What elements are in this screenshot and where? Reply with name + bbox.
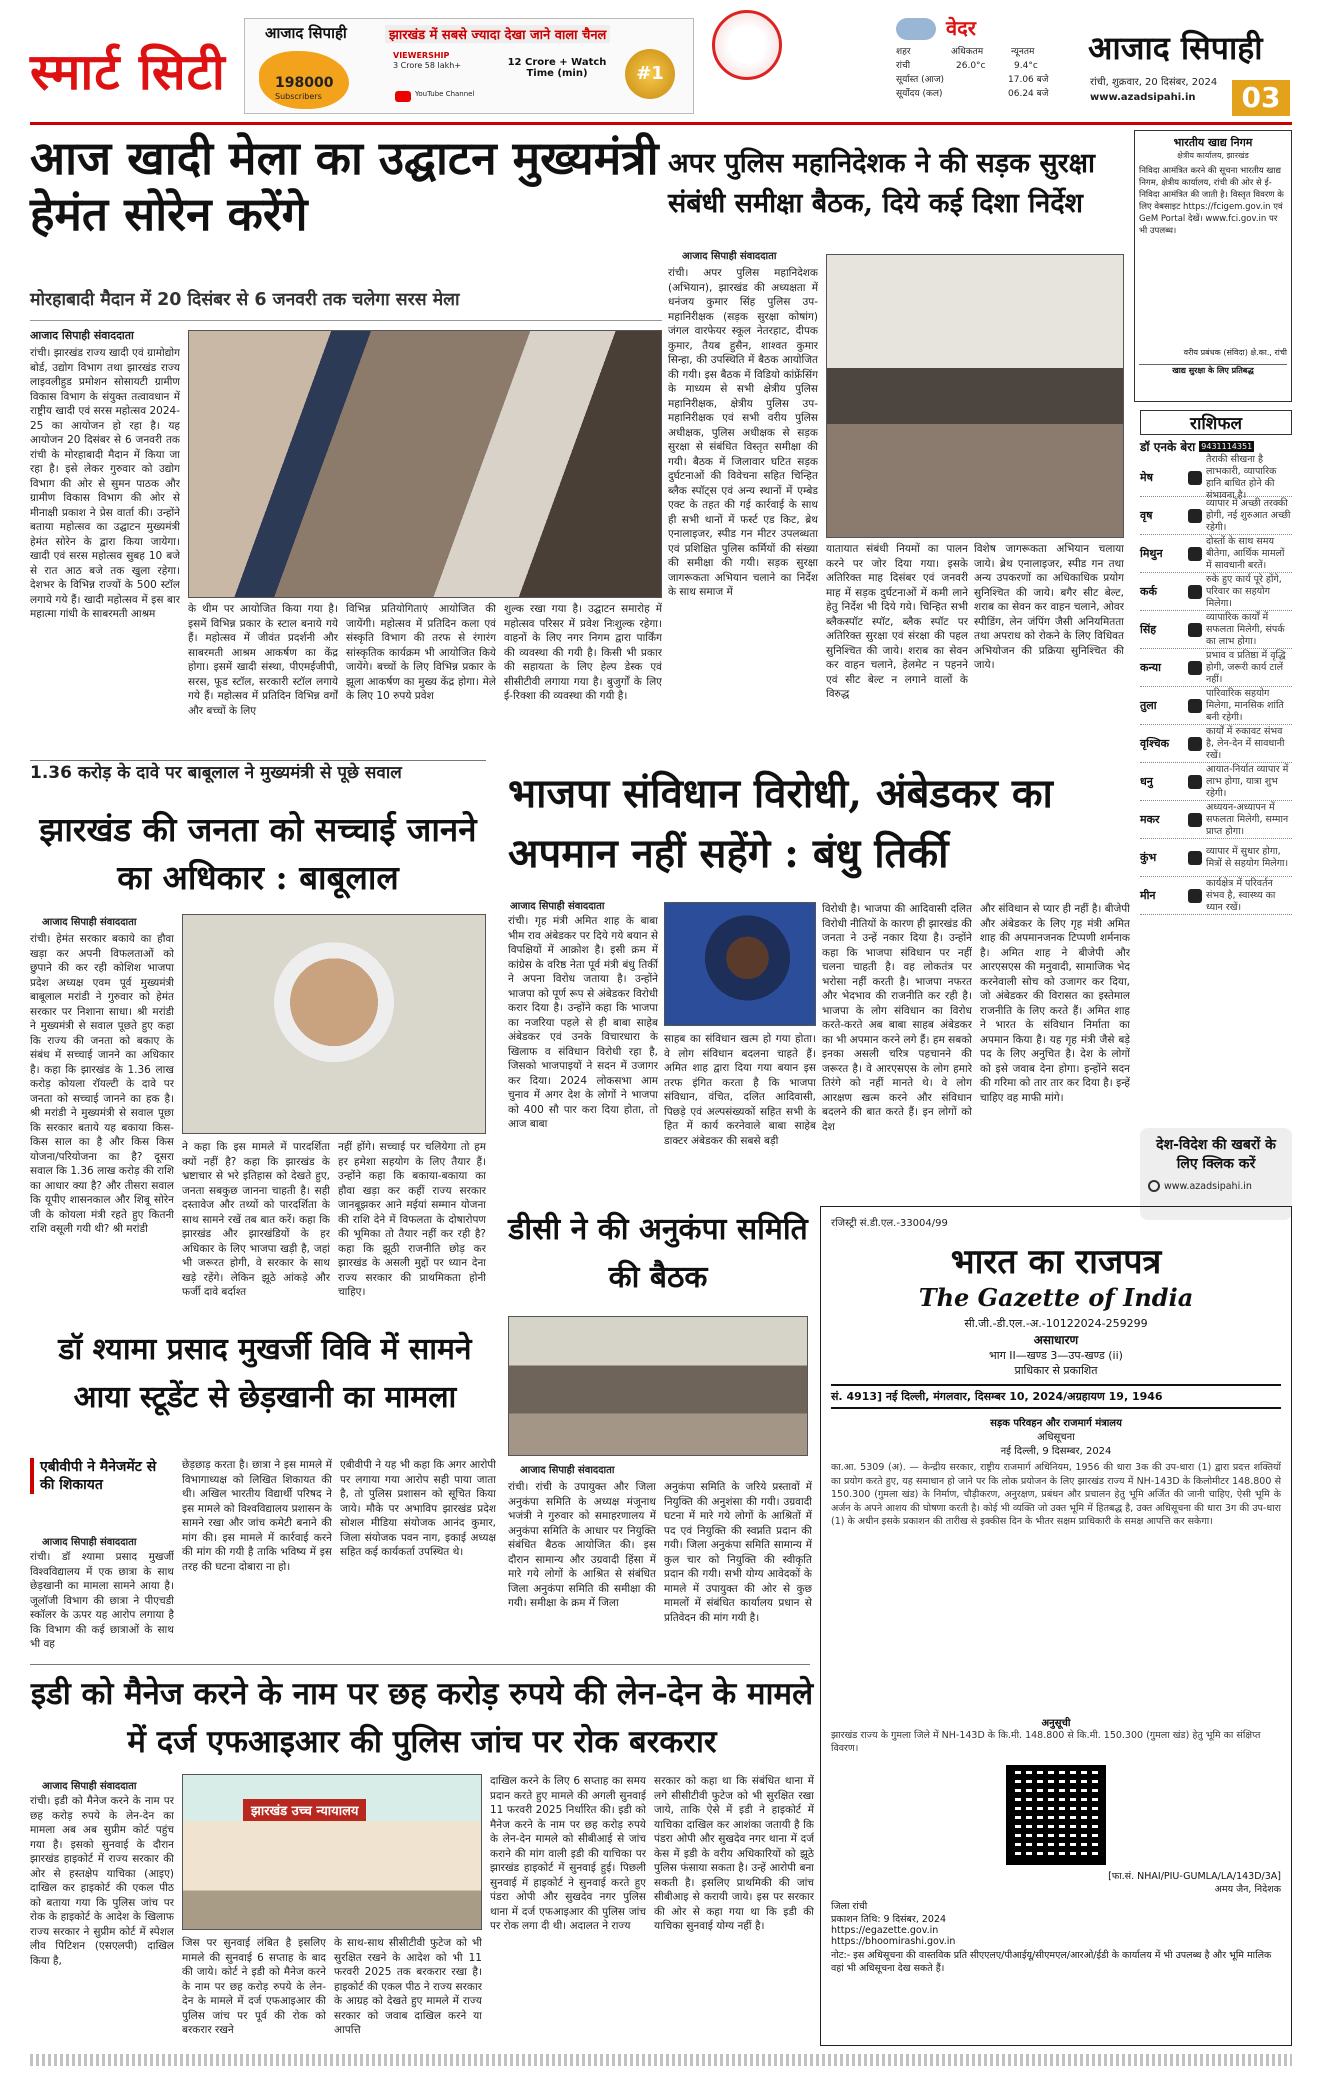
zodiac-icon <box>1188 775 1202 789</box>
globe-icon <box>1148 1180 1160 1192</box>
zodiac-icon <box>1188 851 1202 865</box>
body-column-2: छेड़छाड़ करता है। छात्रा ने इस मामले में विभागाध्यक्ष को लिखित शिकायत की थी। अखिल भारतीय विद्यार्थी परिषद ने इस मामले को विश्वविद्यालय प्रशासन के सामने रखा और जांच कमेटी बनाने की मांग की। इस मामले में कार्रवाई करने की मांग की गयी है ताकि भविष्य में इस तरह की घटना दोबारा ना हो। <box>182 1459 332 1573</box>
byline: आजाद सिपाही संवाददाता <box>30 329 134 342</box>
subscriber-count: 198000 <box>275 75 334 91</box>
zodiac-icon <box>1188 471 1202 485</box>
zodiac-icon <box>1188 699 1202 713</box>
body-column-2: यातायात संबंधी नियमों का पालन करने पर जोर दिया गया। इसके अतिरिक्त माह दिसंबर एवं जनवरी माह में सड़क दुर्घटनाओं में कमी लाने हेतु निर्देश भी दिये गये। चिन्हित सभी ब्लैकस्पॉट स्पॉट, ब्लैक स्पॉट पर अतिरिक्त सुरक्षा एवं संरक्षा की पहल सुनिश्चित की जाये। शराब का सेवन कर वाहन चलाने, हेलमेट न पहनने एवं सीट बेल्ट न लगाने वालों के विरुद्ध <box>826 543 968 700</box>
weather-title: वेदर <box>946 16 976 40</box>
gazette-part: भाग II—खण्ड 3—उप-खण्ड (ii) <box>989 1349 1123 1362</box>
byline: आजाद सिपाही संवाददाता <box>42 1537 137 1548</box>
zodiac-icon <box>1188 661 1202 675</box>
rashi-text: रुके हुए कार्य पूरे होंगे, परिवार का सहयोग मिलेगा। <box>1206 573 1282 609</box>
viewership-value: 3 Crore 58 lakh+ <box>393 61 462 70</box>
gazette-body: का.आ. 5309 (अ). — केन्द्रीय सरकार, राष्ट्रीय राजमार्ग अधिनियम, 1956 की धारा 3क की उप-धारा (1) द्वारा प्रदत्त शक्तियों का प्रयोग करते हुए, यह समाधान हो जाने पर कि लोक प्रयोजन के लिए झारखंड राज्य में NH-143D के किलोमीटर 148.800 से 150.300 (गुमला खंड) के निर्माण, चौड़ीकरण, अनुरक्षण, प्रबंधन और प्रचालन हेतु भूमि अर्जित की जानी चाहिए, ऐसी भूमि के अर्जन के अपने आशय की घोषणा करती है। कोई भी व्यक्ति जो उक्त भूमि में हितबद्ध है, उक्त अधिसूचना की धारा 3ग की उप-धारा (1) के अधीन इसके प्रकाशन की तारीख से इक्कीस दिन के भीतर सक्षम प्राधिकारी के समक्ष आपत्ति कर सकेगा। <box>831 1462 1281 1527</box>
zodiac-icon <box>1188 813 1202 827</box>
body-column-3: विभिन्न प्रतियोगिताएं आयोजित की जायेंगी। महोत्सव में प्रतिदिन कला एवं संस्कृति विभाग की तरफ से रंगारंग सांस्कृतिक कार्यक्रम भी आयोजित किये जायेंगे। बच्चों के लिए विभिन्न प्रकार के झूला आकर्षण का मुख्य केंद्र होगा। मेले के लिए 10 रुपये प्रवेश <box>346 603 496 702</box>
weather-max: 26.0°c <box>956 61 986 71</box>
gazette-schedule: झारखंड राज्य के गुमला जिले में NH-143D के कि.मी. 148.800 से कि.मी. 150.300 (गुमला खंड) हेतु भूमि का संक्षिप्त विवरण। <box>831 1730 1261 1754</box>
notice-body: निविदा आमंत्रित करने की सूचना भारतीय खाद्य निगम, क्षेत्रीय कार्यालय, रांची की ओर से ई-निविदा आमंत्रित की जाती है। विस्तृत विवरण के लिए वेबसाइट https://fcigem.gov.in एवं GeM Portal देखें। www.fci.gov.in पर भी उपलब्ध। <box>1139 166 1284 236</box>
rashi-row <box>1140 535 1292 573</box>
rashi-row <box>1140 877 1292 915</box>
gazette-ministry: सड़क परिवहन और राजमार्ग मंत्रालय <box>990 1418 1122 1429</box>
subscriber-label: Subscribers <box>275 92 322 101</box>
body-column-4: शुल्क रखा गया है। उद्घाटन समारोह में महोत्सव परिसर में प्रवेश निःशुल्क रहेगा। वाहनों के लिए नगर निगम द्वारा पार्किंग की व्यवस्था की गयी है। किसी भी प्रकार की सहायता के लिए हेल्प डेस्क एवं सीसीटीवी लगाया गया है। बुजुर्गों के लिए ई-रिक्शा की व्यवस्था की गयी है। <box>504 603 662 702</box>
press-conference-photo <box>188 330 662 598</box>
dateline: रांची, शुक्रवार, 20 दिसंबर, 2024 <box>1090 77 1218 88</box>
weather-box <box>896 14 1068 110</box>
byline: आजाद सिपाही संवाददाता <box>42 1781 137 1792</box>
gazette-note: नोट:- इस अधिसूचना की वास्तविक प्रति सीएएलए/पीआईयू/सीएमएल/आरओ/ईडी के कार्यालय में भी उपलब्ध है और भूमि मालिक वहां भी अधिसूचना देख सकते हैं। <box>831 1950 1272 1974</box>
youtube-label: YouTube Channel <box>415 90 475 98</box>
babulal-photo <box>182 914 486 1134</box>
body-column-1: रांची। हेमंत सरकार बकाये का हौवा खड़ा कर अपनी विफलताओं को छुपाने की कर रही कोशिश भाजपा प्रदेश अध्यक्ष एवम पूर्व मुख्यमंत्री बाबूलाल मरांडी ने गुरुवार को हेमंत सरकार पर निशाना साधा। श्री मरांडी ने मुख्यमंत्री से सवाल पूछते हुए कहा कि राज्य की जनता को बकाए के संबंध में सच्चाई जानने का अधिकार है। कहा कि झारखंड के 1.36 लाख करोड़ कोयला रॉयल्टी के दावे पर जनता को सच्चाई जानने का हक है। श्री मरांडी ने मुख्यमंत्री से सवाल पूछा कि सरकार बताये यह बकाया किस-किस साल का है और किस किस योजना/परियोजना का है? दूसरा सवाल कि 1.36 लाख करोड़ की राशि का आधार क्या है? और तीसरा सवाल कि यूपीए शासनकाल और शिबू सोरेन जी के कोयला मंत्री रहते हुए कितनी राशि वसूली गयी थी? श्री मरांडी <box>30 933 174 1235</box>
page-number: 03 <box>1232 80 1290 116</box>
rashi-row <box>1140 687 1292 725</box>
rashi-row <box>1140 611 1292 649</box>
sunrise-time: 06.24 बजे <box>1008 89 1049 99</box>
gazette-reg-no: रजिस्ट्री सं.डी.एल.-33004/99 <box>831 1218 948 1229</box>
weather-header-max: अधिकतम <box>951 47 984 57</box>
rashi-row <box>1140 839 1292 877</box>
youtube-icon <box>395 91 411 102</box>
section-title: स्मार्ट सिटी <box>30 42 226 101</box>
viewership-label: VIEWERSHIP <box>393 51 450 60</box>
body-column-1: रांची। डॉ श्यामा प्रसाद मुखर्जी विश्वविद्यालय में एक छात्रा के साथ छेड़खानी का मामला सामने आया है। जूलॉजी विभाग की छात्रा ने पीएचडी स्कॉलर के ऊपर यह आरोप लगाया है कि विभाग की कई छात्राओं के साथ भी वह <box>30 1551 174 1650</box>
dc-body-column-2: अनुकंपा समिति के जरिये प्रस्तावों में नियुक्ति की अनुशंसा की गयी। उग्रवादी घटना में मारे गये लोगों के आश्रितों में पद एवं नियुक्ति की स्वप्नति प्रदान की गयी। जिला अनुकंपा समिति सामान्य में कुल चार को नियुक्ति की स्वीकृति प्रदान की गयी। सभी योग्य आवेदकों के मामले में उपायुक्त की ओर से कुछ मामलों में संबंधित कार्यालय प्रधान से प्रतिवेदन की मांग गयी है। <box>664 1481 812 1624</box>
body-column-4: और संविधान से प्यार ही नहीं है। बीजेपी और अंबेडकर के लिए गृह मंत्री अमित शाह की अपमानजनक टिप्पणी शर्मनाक है। अमित शाह ने बीजेपी और आरएसएस की मनुवादी, सामाजिक भेद करनेवाली सोच को उजागर कर दिया, जो अंबेडकर की विरासत का इस्तेमाल राजनीति के लिए करते हैं। अमित शाह ने भारत के संविधान निर्माता का अपमान किया है। यह गृह मंत्री जैसे बड़े पद के लिए अनुचित है। देश के लोगों को इसे जवाब देना होगा। इन्होंने सदन की गरिमा को तार तार कर दिया है। इन्हें चाहिए वह माफी मांगे। <box>980 903 1130 1104</box>
gazette-notice <box>820 1206 1292 2046</box>
rashi-text: व्यापार में अच्छी तरक्की होगी, नई शुरुआत अच्छी रहेगी। <box>1206 497 1291 533</box>
rashifal-author: डॉ एनके बेरा <box>1140 440 1196 454</box>
weather-cloud-icon <box>896 18 936 40</box>
masthead <box>0 0 1325 124</box>
gazette-link-bhoomirashi[interactable]: https://bhoomirashi.gov.in <box>831 1936 956 1947</box>
rashi-text: आयात-निर्यात व्यापार में लाभ होगा, यात्रा शुभ रहेगी। <box>1206 763 1289 799</box>
channel-ad <box>244 18 694 114</box>
byline: आजाद सिपाही संवाददाता <box>682 251 777 262</box>
court-signboard: झारखंड उच्च न्यायालय <box>243 1799 366 1821</box>
rashifal-title: राशिफल <box>1140 410 1292 435</box>
gazette-type: असाधारण <box>1033 1333 1079 1347</box>
gazette-file-no: [फा.सं. NHAI/PIU-GUMLA/LA/143D/3A] <box>1108 1871 1281 1882</box>
rashi-text: तैराकी सीखना है लाभकारी, व्यापारिक हानि बाधित होने की संभावना है। <box>1206 453 1277 501</box>
article-road-safety <box>668 130 1124 760</box>
committee-meeting-photo <box>508 1316 808 1456</box>
subhead: मोरहाबादी मैदान में 20 दिसंबर से 6 जनवरी तक चलेगा सरस मेला <box>30 290 460 310</box>
gazette-issue-line: सं. 4913] नई दिल्ली, मंगलवार, दिसम्बर 10, 2024/अग्रहायण 19, 1946 <box>831 1384 1281 1409</box>
gazette-title-english: The Gazette of India <box>918 1283 1194 1312</box>
body-column-1: रांची। झारखंड राज्य खादी एवं ग्रामोद्योग बोर्ड, उद्योग विभाग तथा झारखंड राज्य लाइवलीहुड प्रमोशन सोसायटी ग्रामीण विकास विभाग के संयुक्त तत्वावधान में राष्ट्रीय खादी एवं सरस महोत्सव 2024-25 का आयोजन हो रहा है। यह आयोजन 20 दिसंबर से 6 जनवरी तक रांची के मोरहाबादी मैदान में किया जा रहा है। इसे लेकर गुरुवार को उद्योग विभाग की ओर से सुमन पाठक और ग्रामीण विकास विभाग की ओर से मीनाक्षी प्रकाश ने प्रेस वार्ता की। उन्होंने बताया महोत्सव का उद्घाटन मुख्यमंत्री हेमंत सोरेन के द्वारा किया जायेगा। खादी एवं सरस महोत्सव सुबह 10 बजे से रात आठ बजे तक खुला रहेगा। देशभर के विभिन्न राज्यों के 500 स्टॉल लगाये गये हैं। खादी महोत्सव में इस बार महात्मा गांधी के साबरमती आश्रम <box>30 347 180 620</box>
gazette-pub-date: प्रकाशन तिथि: 9 दिसंबर, 2024 <box>831 1914 947 1925</box>
zodiac-icon <box>1188 547 1202 561</box>
rashi-name: कन्या <box>1140 661 1161 674</box>
rashi-name: धनु <box>1140 775 1153 788</box>
rashi-name: मिथुन <box>1140 547 1163 560</box>
byline: आजाद सिपाही संवाददाता <box>520 1465 615 1476</box>
rashi-name: वृश्चिक <box>1140 737 1170 750</box>
rashi-row <box>1140 453 1292 501</box>
notice-title: भारतीय खाद्य निगम <box>1173 136 1253 149</box>
bandhu-tirkey-photo <box>664 902 816 1026</box>
body-column-3: नहीं होंगे। सच्चाई पर चलियेगा तो हम हर हमेशा सहयोग के लिए तैयार हैं। उन्होंने कहा कि बकाया-बकाया का हौवा खड़ा कर कहीं राज्य सरकार जानबूझकर आने मईयां सम्मान योजना की राशि देने में विफलता के दोषारोपण की भूमिका तो तैयार नहीं कर रही है? कहा कि झूठी राजनीति छोड़ कर झारखंड के असली मुद्दों पर ध्यान देना राज्य सरकार की प्राथमिकता होनी चाहिए। <box>338 1141 486 1298</box>
rashi-name: सिंह <box>1140 623 1157 636</box>
gazette-date: नई दिल्ली, 9 दिसम्बर, 2024 <box>1000 1446 1112 1457</box>
body-column-5: सरकार को कहा था कि संबंधित थाना में लगे सीसीटीवी फुटेज को भी सुरक्षित रखा जाये, ताकि ऐसे में इडी ने हाइकोर्ट में याचिका दाखिल कर आशंका जतायी है कि पंडरा ओपी और सुखदेव नगर थाना में दर्ज केस में इडी के वरीय अधिकारियों को झूठे पुलिस फंसाया सकता है। उन्हें आरोपी बना सकती है। इसलिए प्राथमिकी की जांच सीबीआइ से करायी जाये। इस पर सरकार की ओर से कहा गया था कि इडी की याचिका सुनवाई योग्य नहीं है। <box>654 1775 814 1932</box>
body-column-3: के साथ-साथ सीसीटीवी फुटेज को भी सुरक्षित रखने के आदेश को भी 11 फरवरी 2025 तक बरकरार रखा है। हाइकोर्ट की एकल पीठ ने राज्य सरकार के आग्रह को देखते हुए मामले में राज्य सरकार को जवाब दाखिल करने या आपत्ति <box>334 1937 482 2036</box>
gazette-schedule-title: अनुसूची <box>1041 1718 1071 1729</box>
body-column-2: ने कहा कि इस मामले में पारदर्शिता क्यों नहीं है? कहा कि झारखंड के भ्रष्टाचार से भरे इतिहास को देखते हुए, जनता सबकुछ जानना चाहती है। सही दस्तावेज और तथ्यों को पारदर्शिता के साथ सामने रखें तब बात करें। कहा कि झारखंड और झारखंडियों के हर अधिकार के लिए भाजपा खड़ी है, जहां भी जरूरत होगी, वे सरकार के साथ खड़े रहेंगे। लेकिन झूठे आंकड़े और फर्जी दावे बर्दाश्त <box>182 1141 330 1298</box>
rashi-text: व्यापारिक कार्यों में सफलता मिलेगी, संपर्क का लाभ होगा। <box>1206 611 1285 647</box>
rashi-list <box>1140 453 1292 915</box>
rashi-row <box>1140 725 1292 763</box>
kicker: एबीवीपी ने मैनेजमेंट से की शिकायत <box>30 1458 174 1494</box>
rashi-name: वृष <box>1140 509 1153 522</box>
rashi-row <box>1140 573 1292 611</box>
channel-ad-tagline: झारखंड में सबसे ज्यादा देखा जाने वाला चैनल <box>385 25 610 43</box>
dc-body-column-1: रांची। रांची के उपायुक्त और जिला अनुकंपा समिति के अध्यक्ष मंजूनाथ भजंत्री ने गुरुवार को समाहरणालय में अनुकंपा समिति के आधार पर नियुक्ति संबंधित बैठक आयोजित की। इस दौरान सामान्य और उग्रवादी हिंसा में मारे गये लोगों के आश्रित से संबंधित जिला अनुकंपा समिति की समीक्षा की गयी। समीक्षा के क्रम में जिला <box>508 1481 656 1609</box>
rashi-name: कर्क <box>1140 585 1157 598</box>
promo-url[interactable]: www.azadsipahi.in <box>1164 1180 1252 1192</box>
headline: आज खादी मेला का उद्घाटन मुख्यमंत्री हेमंत सोरेन करेंगे <box>30 131 659 241</box>
article-babulal <box>30 764 486 1324</box>
notice-signature: वरीय प्रबंधक (संविदा) क्षे.का., रांची <box>1183 348 1287 357</box>
article-ed-case <box>30 1670 814 2050</box>
zodiac-icon <box>1188 737 1202 751</box>
zodiac-icon <box>1188 623 1202 637</box>
notice-footer: खाद्य सुरक्षा के लिए प्रतिबद्ध <box>1139 364 1287 376</box>
high-court-photo <box>182 1774 482 1930</box>
rashi-row <box>1140 497 1292 535</box>
zodiac-icon <box>1188 585 1202 599</box>
weather-header-min: न्यूनतम <box>1011 47 1035 57</box>
zodiac-icon <box>1188 889 1202 903</box>
rank-badge <box>625 49 675 99</box>
gazette-notification: अधिसूचना <box>1037 1432 1075 1443</box>
body-column-3: विशेष जागरूकता अभियान चलाया जाये। ब्रेथ एनालाइजर, स्पीड गन तथा अन्य उपकरणों का अधिकाधिक प्रयोग सुनिश्चित की जाये। बगैर सीट बेल्ट, शराब का सेवन कर वाहन चलाने, ओवर स्पीडिंग, लेन जंपिंग जैसी अनियमितता तथा अपराध को रोकने के लिए विधिवत अभियोजन की प्रक्रिया सुनिश्चित की जाये। <box>974 543 1124 671</box>
headline: डॉ श्यामा प्रसाद मुखर्जी विवि में सामने आया स्टूडेंट से छेड़खानी का मामला <box>58 1332 472 1415</box>
body-column-3: विरोधी है। भाजपा की आदिवासी दलित विरोधी नीतियों के कारण ही झारखंड की जनता ने उन्हें नकार दिया है। उन्होंने कहा कि भाजपा संविधान पर नहीं चलना चाहती है। वह लोकतंत्र पर भरोसा नहीं करती है। भाजपा नफरत और भेदभाव की राजनीति कर रही है। भाजपा के लोग संविधान का विरोध करते-करते अब बाबा साहब अंबेडकर का भी अपमान करने लगे हैं। हम सबको इनका असली चरित्र पहचानने की जरूरत है। वे आरएसएस के लोग हमारे तिरंगे को नहीं मानते थे। वे लोग आरक्षण खत्म करने और संविधान बदलने की बात करते हैं। इन लोगों को देश <box>822 903 972 1133</box>
fci-tender-notice <box>1134 130 1292 402</box>
ed-article-rule <box>30 1664 810 1665</box>
rashi-text: पारिवारिक सहयोग मिलेगा, मानसिक शांति बनी रहेगी। <box>1206 687 1284 723</box>
weather-min: 9.4°c <box>1014 61 1038 71</box>
notice-subtitle: क्षेत्रीय कार्यालय, झारखंड <box>1177 151 1249 160</box>
body-column-1: रांची। गृह मंत्री अमित शाह के बाबा भीम राव अंबेडकर पर दिये गये बयान से विपक्षियों में आक्रोश है। इसी क्रम में कांग्रेस के वरिष्ठ नेता पूर्व मंत्री बंधु तिर्की ने अपना विरोध जताया है। उन्होंने भाजपा को पूर्ण रूप से अंबेडकर विरोधी करार दिया है। उन्होंने कहा कि भाजपा का नजरिया पहले से ही बाबा साहेब अंबेडकर एवं उनके विचारधारा के खिलाफ व संविधान विरोधी रहा है, जिसको भाजपाइयों ने सदन में उजागर कर दिया। 2024 लोकसभा आम चुनाव में अगर देश के लोगों ने भाजपा को 400 सौ पार करा दिया होता, तो आज बाबा <box>508 915 658 1130</box>
zodiac-icon <box>1188 509 1202 523</box>
subhead-rule <box>30 320 662 321</box>
article-spm-university <box>30 1326 500 1662</box>
body-column-2: साहब का संविधान खत्म हो गया होता। वे लोग संविधान बदलना चाहते हैं। अमित शाह द्वारा दिया गया बयान इस तरफ इंगित करता है कि भाजपा संविधान, वंचित, दलित आदिवासी, पिछड़े एवं अल्पसंख्यकों सहित सभी के हित में कार्य करनेवाले बाबा साहेब डाक्टर अंबेडकर की सबसे बड़ी <box>664 1033 816 1147</box>
rashi-name: कुंभ <box>1140 851 1157 864</box>
headline: अपर पुलिस महानिदेशक ने की सड़क सुरक्षा संबंधी समीक्षा बैठक, दिये कई दिशा निर्देश <box>668 148 1095 219</box>
byline: आजाद सिपाही संवाददाता <box>510 901 605 912</box>
sunset-label: सूर्यास्त (आज) <box>896 75 945 85</box>
rashi-text: कार्यक्षेत्र में परिवर्तन संभव है, स्वास्थ्य का ध्यान रखें। <box>1206 877 1276 913</box>
gazette-code: सी.जी.-डी.एल.-अ.-10122024-259299 <box>964 1317 1148 1330</box>
gazette-link-egazette[interactable]: https://egazette.gov.in <box>831 1925 939 1936</box>
sunset-time: 17.06 बजे <box>1008 75 1049 85</box>
body-column-2: के थीम पर आयोजित किया गया है। इसमें विभिन्न प्रकार के स्टाल बनाये गये हैं। महोत्सव में जीवंत प्रदर्शनी और साबरमती आश्रम आकर्षण का केंद्र होगा। इसमें खादी संस्था, पीएमईजीपी, सरस, फूड स्टॉल, सरकारी स्टॉल लगाये गये हैं। महोत्सव में प्रतिदिन विभिन्न वर्गों और बच्चों के लिए <box>188 603 338 717</box>
promo-text: देश-विदेश की खबरों के लिए क्लिक करें <box>1156 1137 1276 1172</box>
rashi-name: मकर <box>1140 813 1160 826</box>
rashi-text: अध्ययन-अध्यापन में सफलता मिलेगी, सम्मान प्राप्त होगा। <box>1206 801 1289 837</box>
gazette-title-hindi: भारत का राजपत्र <box>950 1242 1162 1282</box>
article-bandhu-tirkey <box>498 764 1130 1196</box>
rashi-name: मेष <box>1140 471 1153 484</box>
rank-label: #1 <box>636 63 664 84</box>
pen-nib-icon <box>712 10 782 80</box>
body-column-4: दाखिल करने के लिए 6 सप्ताह का समय प्रदान करते हुए मामले की अगली सुनवाई 11 फरवरी 2025 निर्धारित की। इडी को मैनेज करने के नाम पर छह करोड़ रुपये के लेन-देन मामले को सीबीआई से जांच कराने की मांग वाली इडी की याचिका पर झारखंड हाइकोर्ट में सुनवाई हुई। पिछली सुनवाई में हाइकोर्ट ने सुनवाई करते हुए पंडरा ओपी और सुखदेव नगर पुलिस थाना में दर्ज एफआइआर की पुलिस जांच पर रोक लगा दी थी। अदालत ने राज्य <box>490 1775 646 1932</box>
newspaper-name: आजाद सिपाही <box>1088 29 1263 67</box>
video-conference-photo <box>826 254 1124 538</box>
headline: भाजपा संविधान विरोधी, अंबेडकर का अपमान नहीं सहेंगे : बंधु तिर्की <box>508 770 1053 877</box>
sunrise-label: सूर्योदय (कल) <box>896 89 943 99</box>
gazette-signatory: अमय जैन, निदेशक <box>1214 1884 1281 1895</box>
rashifal-panel <box>1140 410 1292 1110</box>
headline: इडी को मैनेज करने के नाम पर छह करोड़ रुपये की लेन-देन के मामले में दर्ज एफआइआर की पुलिस जांच पर रोक बरकरार <box>30 1676 814 1760</box>
rashi-name: तुला <box>1140 699 1157 712</box>
watch-time: 12 Crore + Watch Time (min) <box>507 57 607 79</box>
qr-code[interactable] <box>1006 1765 1106 1865</box>
weather-city: रांची <box>896 61 911 71</box>
channel-ad-brand: आजाद सिपाही <box>265 24 347 42</box>
footer-stripes <box>30 2054 1292 2066</box>
rashi-row <box>1140 801 1292 839</box>
headline: झारखंड की जनता को सच्चाई जानने का अधिकार : बाबूलाल <box>39 810 477 897</box>
rashi-row <box>1140 763 1292 801</box>
rashi-text: व्यापार में सुधार होगा, मित्रों से सहयोग मिलेगा। <box>1206 845 1289 869</box>
gazette-pub-place: जिला रांची <box>831 1901 868 1912</box>
weather-header-city: शहर <box>896 47 911 57</box>
rashi-name: मीन <box>1140 889 1156 902</box>
masthead-rule <box>30 122 1292 125</box>
body-column-1: रांची। अपर पुलिस महानिदेशक (अभियान), झारखंड की अध्यक्षता में धनंजय कुमार सिंह पुलिस उप-महानिरीक्षक (सड़क सुरक्षा कोषांग) जंगल वारफेयर स्कूल नेतरहाट, दीपक कुमार, तैयब हुसैन, शाश्वत कुमार सिन्हा, की उपस्थिति में बैठक आयोजित की गयी। इस बैठक में विडियो कांफ्रेंसिंग के माध्यम से सभी क्षेत्रीय पुलिस महानिरीक्षक, क्षेत्रीय पुलिस उप-महानिरीक्षक एवं सभी वरीय पुलिस अधीक्षक, पुलिस अधीक्षक से सड़क सुरक्षा से संबंधित विस्तृत समीक्षा की गयी। बैठक में जिलावार घटित सड़क दुर्घटनाओं की विवेचना सहित चिन्हित ब्लैक स्पॉट्स एवं अन्य स्थानों में एम्बेड एक्ट के तहत की गई कार्रवाई के साथ ही सभी थानों में फर्स्ट एड किट, ब्रेथ एनालाइजर, स्पीड गन मीटर उपलब्धता एवं प्रशिक्षित पुलिस कर्मियों की संख्या की समीक्षा की गयी। सड़क सुरक्षा जागरूकता अभियान चलाने का निर्देश के साथ समाज में <box>668 267 818 598</box>
rashi-text: कार्यों में रुकावट संभव है, लेन-देन में सावधानी रखें। <box>1206 725 1285 761</box>
body-column-3: एबीवीपी ने यह भी कहा कि अगर आरोपी पर लगाया गया आरोप सही पाया जाता है, तो पुलिस प्रशासन को सूचित किया जाये। मौके पर अभाविप झारखंड प्रदेश सोशल मीडिया संयोजक आनंद कुमार, जिला संयोजक पवन नाग, इकाई अध्यक्ष सहित कई कार्यकर्ता उपस्थित थे। <box>340 1459 496 1558</box>
rashi-row <box>1140 649 1292 687</box>
website-link[interactable]: www.azadsipahi.in <box>1090 92 1196 103</box>
rashifal-phone: 9431114351 <box>1201 442 1253 451</box>
kicker-rule-top <box>30 760 486 761</box>
headline: डीसी ने की अनुकंपा समिति की बैठक <box>508 1212 808 1295</box>
rashi-text: दोस्तों के साथ समय बीतेगा, आर्थिक मामलों में सावधानी बरतें। <box>1206 535 1285 571</box>
kicker: 1.36 करोड़ के दावे पर बाबूलाल ने मुख्यमंत्री से पूछे सवाल <box>30 763 402 783</box>
gazette-authority: प्राधिकार से प्रकाशित <box>1014 1364 1098 1377</box>
body-column-1: रांची। इडी को मैनेज करने के नाम पर छह करोड़ रुपये के लेन-देन का मामला अब अब सुप्रीम कोर्ट पहुंच गया है। इसको सुनवाई के दौरान झारखंड हाइकोर्ट में राज्य सरकार की ओर से हस्तक्षेप याचिका (आइए) दाखिल कर हाइकोर्ट की एकल पीठ को बताया गया कि पुलिस जांच पर रोक के हाइकोर्ट के आदेश के खिलाफ राज्य सरकार ने सुप्रीम कोर्ट में स्पेशल लीव पिटिशन (एसएलपी) दाखिल किया है, <box>30 1795 174 1967</box>
article-khadi-mela <box>30 130 662 760</box>
body-column-2: जिस पर सुनवाई लंबित है इसलिए मामले की सुनवाई 6 सप्ताह के बाद की जाये। कोर्ट ने इडी को मैनेज करने के नाम पर छह करोड़ रुपये के लेन-देन के मामले में दर्ज एफआइआर की पुलिस जांच पर पूर्व की रोक को बरकरार रखने <box>182 1937 326 2036</box>
byline: आजाद सिपाही संवाददाता <box>42 917 137 928</box>
rashi-text: प्रभाव व प्रतिष्ठा में वृद्धि होगी, जरूरी कार्य टालें नहीं। <box>1206 649 1286 685</box>
